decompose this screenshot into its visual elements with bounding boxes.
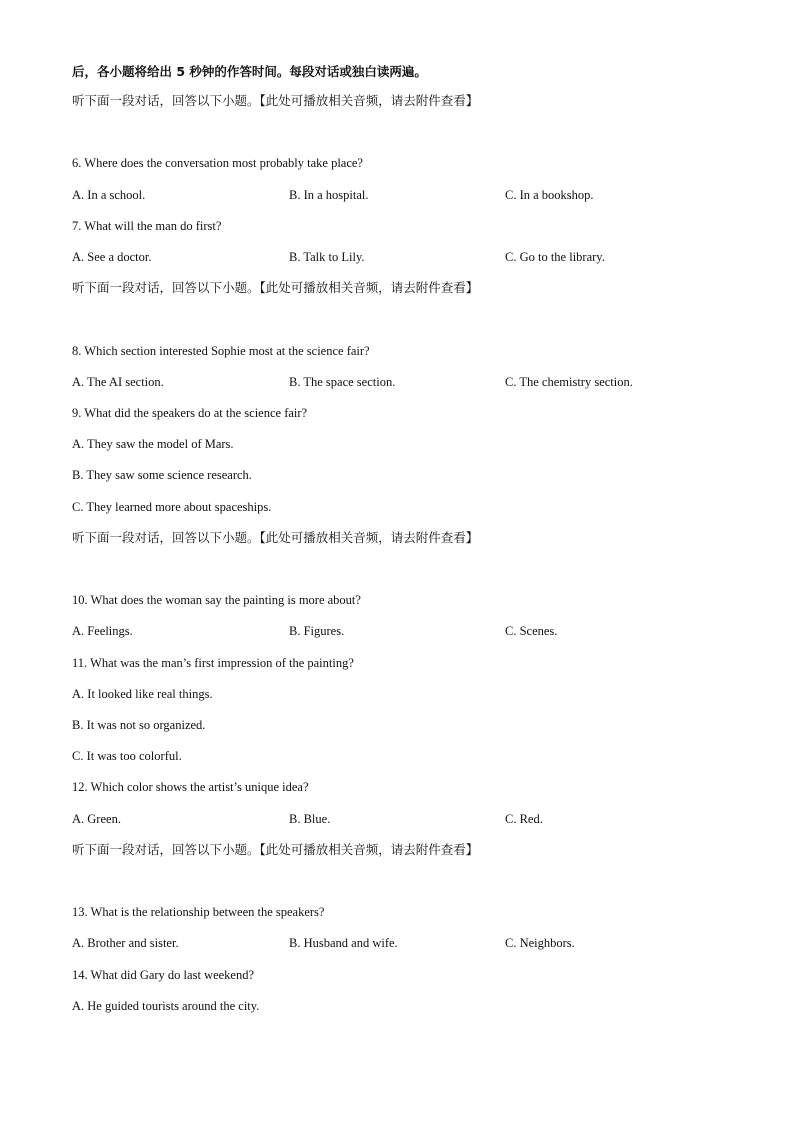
question-8: 8. Which section interested Sophie most at the science fair? xyxy=(72,344,370,358)
option-13c: C. Neighbors. xyxy=(505,936,575,950)
audio-instruction: 听下面一段对话，回答以下小题。【此处可播放相关音频，请去附件查看】 xyxy=(72,93,479,108)
question-13: 13. What is the relationship between the speakers? xyxy=(72,905,325,919)
audio-instruction: 听下面一段对话，回答以下小题。【此处可播放相关音频，请去附件查看】 xyxy=(72,280,479,295)
question-11: 11. What was the man’s first impression of the painting? xyxy=(72,656,354,670)
option-9b: B. They saw some science research. xyxy=(72,468,252,482)
option-10c: C. Scenes. xyxy=(505,624,558,638)
option-13b: B. Husband and wife. xyxy=(289,936,398,950)
option-14a: A. He guided tourists around the city. xyxy=(72,999,260,1013)
option-11b: B. It was not so organized. xyxy=(72,718,206,732)
option-9c: C. They learned more about spaceships. xyxy=(72,500,272,514)
option-10b: B. Figures. xyxy=(289,624,345,638)
option-11c: C. It was too colorful. xyxy=(72,749,182,763)
question-7: 7. What will the man do first? xyxy=(72,219,222,233)
option-12b: B. Blue. xyxy=(289,812,331,826)
option-12c: C. Red. xyxy=(505,812,543,826)
option-8b: B. The space section. xyxy=(289,375,396,389)
audio-instruction: 听下面一段对话，回答以下小题。【此处可播放相关音频，请去附件查看】 xyxy=(72,842,479,857)
option-7c: C. Go to the library. xyxy=(505,250,605,264)
option-9a: A. They saw the model of Mars. xyxy=(72,437,234,451)
option-11a: A. It looked like real things. xyxy=(72,687,213,701)
option-10a: A. Feelings. xyxy=(72,624,133,638)
header-line: 后，各小题将给出 5 秒钟的作答时间。每段对话或独白读两遍。 xyxy=(72,64,427,79)
option-8a: A. The AI section. xyxy=(72,375,164,389)
question-12: 12. Which color shows the artist’s unique idea? xyxy=(72,780,309,794)
question-6: 6. Where does the conversation most probably take place? xyxy=(72,156,363,170)
option-12a: A. Green. xyxy=(72,812,121,826)
option-6a: A. In a school. xyxy=(72,188,146,202)
option-7a: A. See a doctor. xyxy=(72,250,152,264)
option-6c: C. In a bookshop. xyxy=(505,188,594,202)
question-10: 10. What does the woman say the painting is more about? xyxy=(72,593,361,607)
question-9: 9. What did the speakers do at the science fair? xyxy=(72,406,308,420)
option-8c: C. The chemistry section. xyxy=(505,375,633,389)
option-6b: B. In a hospital. xyxy=(289,188,369,202)
option-7b: B. Talk to Lily. xyxy=(289,250,365,264)
question-14: 14. What did Gary do last weekend? xyxy=(72,968,255,982)
audio-instruction: 听下面一段对话，回答以下小题。【此处可播放相关音频，请去附件查看】 xyxy=(72,530,479,545)
option-13a: A. Brother and sister. xyxy=(72,936,179,950)
